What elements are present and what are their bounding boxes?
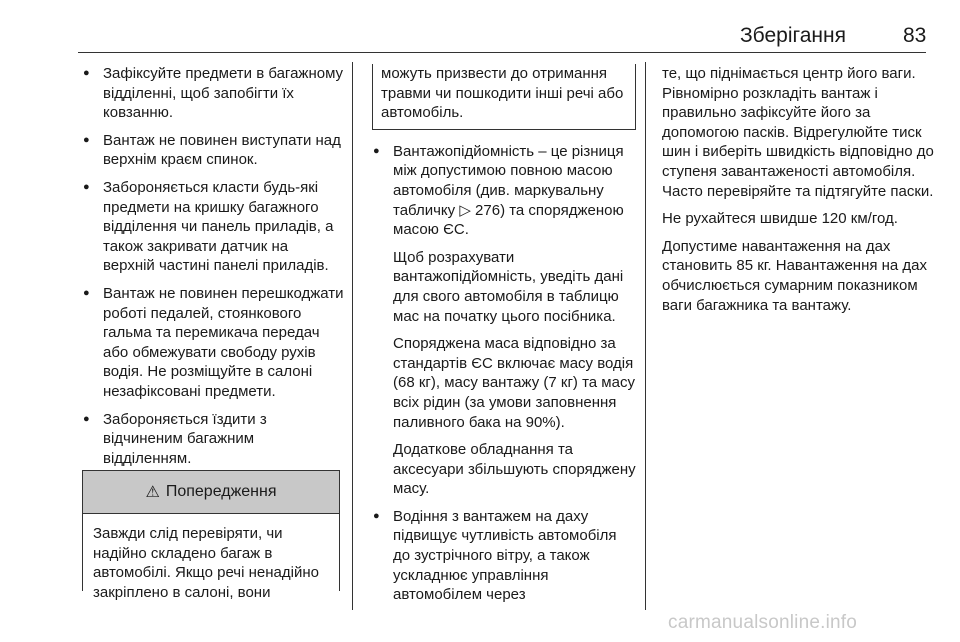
page-reference-icon: ▷ <box>459 201 471 219</box>
warning-box <box>82 470 340 601</box>
list-item <box>372 142 636 240</box>
column-divider-1 <box>352 62 353 610</box>
warning-continuation: можуть призвести до отримання травми чи пошкодити інші речі або автомобіль. <box>372 64 636 130</box>
watermark: carmanualsonline.info <box>668 612 858 633</box>
payload-definition: Вантажопідйомність – це різниця між допустимою повною масою автомобіля (див. маркувальну табличку <box>393 142 624 219</box>
paragraph: Не рухайтеся швидше 120 км/год. <box>662 210 898 228</box>
column-3 <box>662 64 934 323</box>
header-divider <box>78 52 926 53</box>
payload-definition-tail: ) та спорядженою масою ЄС. <box>393 201 624 239</box>
paragraph: Споряджена маса відповідно за стандартів ЄС включає масу водія (68 кг), масу вантажу (7 кг) та масу всіх рідин (за умови заповнення паливного бака на 90%). <box>393 335 635 431</box>
list-item: ● Зафіксуйте предмети в багажному відділенні, щоб запобігти їх ковзанню. <box>82 64 344 123</box>
page-title: Зберігання <box>740 24 846 47</box>
page-number: 83 <box>903 24 927 47</box>
list-item: ● Водіння з вантажем на даху підвищує чутливість автомобіля до зустрічного вітру, а також ускладнює управління автомобілем через <box>372 507 636 605</box>
list-item: ● Забороняється класти будь-які предмети на кришку багажного відділення чи панель приладів, а також закривати датчик на верхній частині панелі приладів. <box>82 178 344 276</box>
paragraph: те, що піднімається центр його ваги. Рівномірно розкладіть вантаж і правильно зафіксуйте його за допомогою пасків. Відрегулюйте тиск шин і виберіть швидкість відповідно до ступеня завантаженості автомобіля. Часто перевіряйте та підтягуйте паски. <box>662 65 934 200</box>
warning-triangle-icon: ⚠ <box>145 484 160 501</box>
page-reference[interactable]: 276 <box>475 201 501 219</box>
list-item: ● Забороняється їздити з відчиненим багажним відділенням. <box>82 410 344 469</box>
paragraph: Щоб розрахувати вантажопідйомність, уведіть дані для свого автомобіля в таблицю мас на початку цього посібника. <box>393 248 624 325</box>
column-2 <box>372 64 636 613</box>
paragraph: Допустиме навантаження на дах становить 85 кг. Навантаження на дах обчислюється сумарним показником ваги багажника та вантажу. <box>662 237 928 314</box>
list-item: ● Вантаж не повинен виступати над верхнім краєм спинок. <box>82 131 344 170</box>
column-1 <box>82 64 344 476</box>
column-divider-2 <box>645 62 646 610</box>
warning-header <box>83 471 339 514</box>
list-item: ● Вантаж не повинен перешкоджати роботі педалей, стоянкового гальма та перемикача передач або обмежувати свободу рухів водія. Не розміщуйте в салоні незафіксовані предмети. <box>82 284 344 402</box>
paragraph: Додаткове обладнання та аксесуари збільшують споряджену масу. <box>393 441 636 498</box>
warning-title: Попередження <box>165 483 277 500</box>
warning-body: Завжди слід перевіряти, чи надійно складено багаж в автомобілі. Якщо речі ненадійно закріплено в салоні, вони <box>93 525 319 601</box>
